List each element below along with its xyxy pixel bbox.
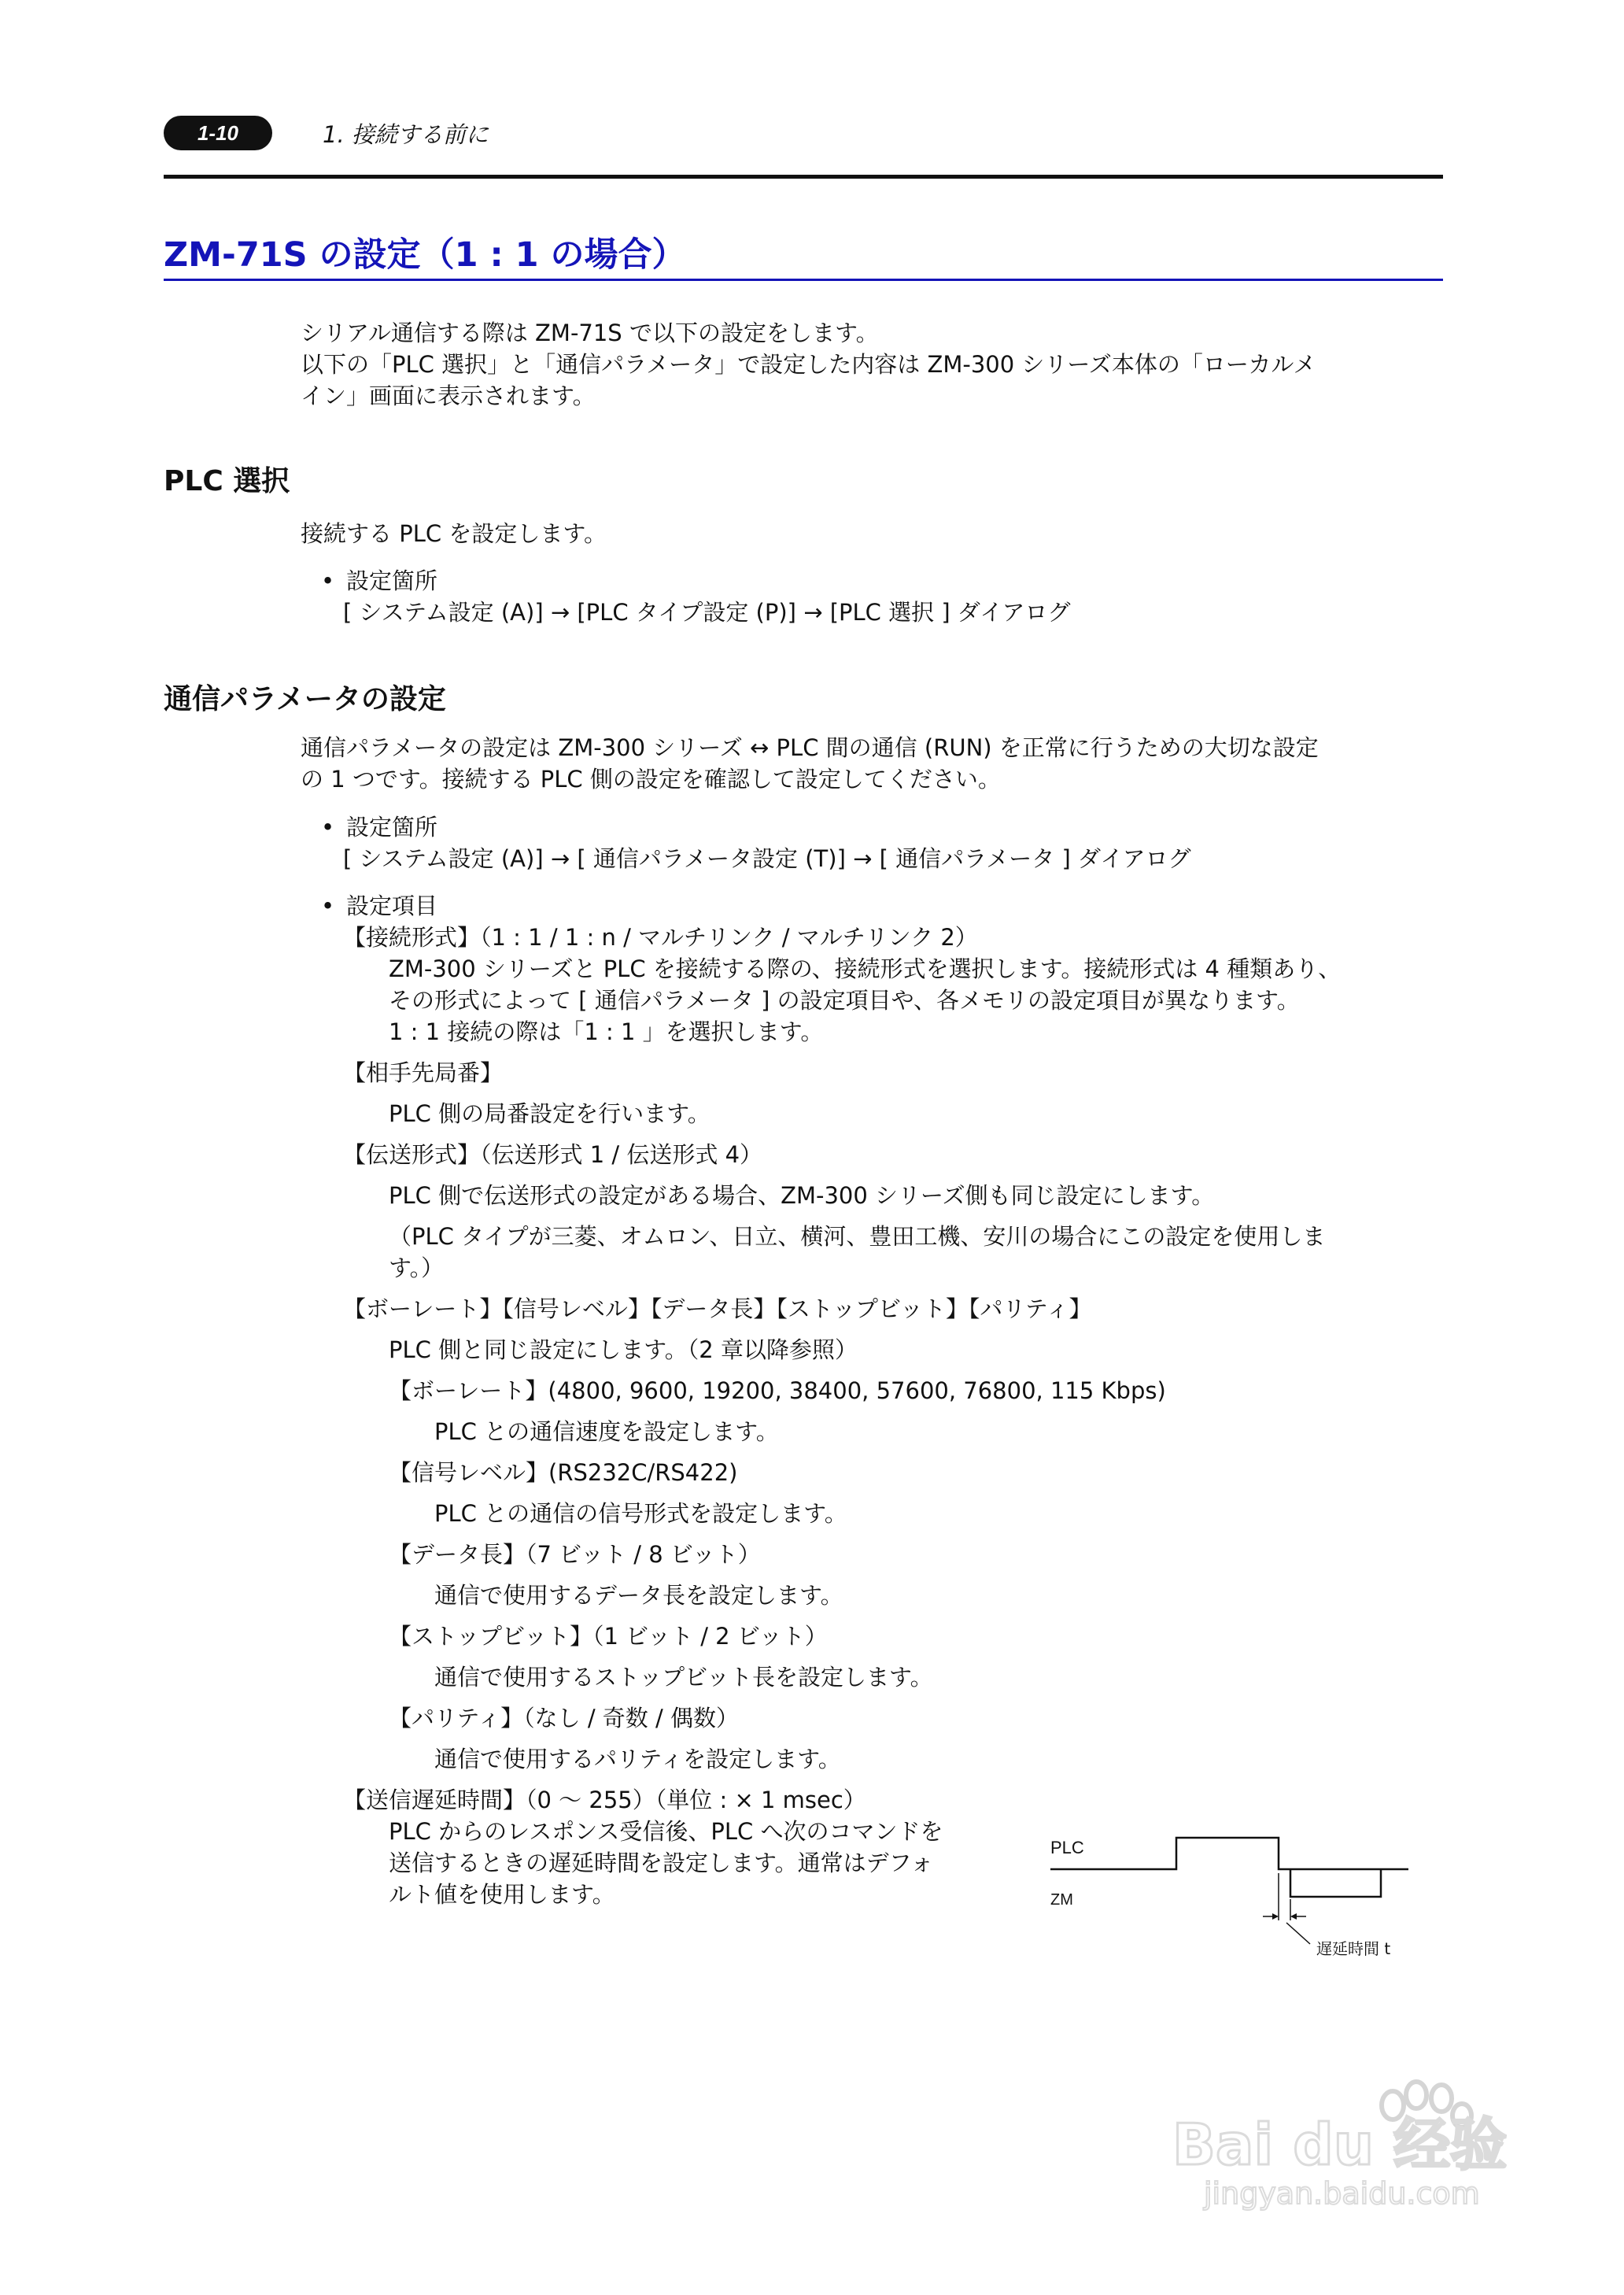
timing-zm-label: ZM (1050, 1891, 1073, 1909)
intro-line-3: イン」画面に表示されます。 (301, 382, 596, 409)
signal-level-line-1: PLC との通信の信号形式を設定します。 (434, 1500, 847, 1527)
station-number-label: 【相手先局番】 (343, 1059, 504, 1086)
comm-params-desc-2: の 1 つです。接続する PLC 側の設定を確認して設定してください。 (301, 766, 1001, 793)
transmission-format-line-2: （PLC タイプが三菱、オムロン、日立、横河、豊田工機、安川の場合にこの設定を使用しま (389, 1223, 1326, 1250)
comm-items-label: • 設定項目 (346, 890, 437, 922)
delay-arrowhead-left (1272, 1913, 1279, 1920)
delay-label: 遅延時間 t (1316, 1939, 1391, 1958)
parity-line-1: 通信で使用するパリティを設定します。 (434, 1746, 841, 1772)
connection-format-line-1: ZM-300 シリーズと PLC を接続する際の、接続形式を選択します。接続形式は 4 種類あり、 (389, 955, 1342, 982)
connection-format-label: 【接続形式】（1 : 1 / 1 : n / マルチリンク / マルチリンク 2） (343, 924, 978, 951)
baidu-url: jingyan.baidu.com (1204, 2176, 1480, 2211)
intro-line-2: 以下の「PLC 選択」と「通信パラメータ」で設定した内容は ZM-300 シリーズ本体の「ローカルメ (301, 351, 1316, 378)
serial-group-label: 【ボーレート】【信号レベル】【データ長】【ストップビット】【パリティ】 (343, 1295, 1092, 1322)
station-number-line-1: PLC 側の局番設定を行います。 (389, 1100, 710, 1127)
header-rule (164, 175, 1443, 179)
timing-diagram (1050, 1830, 1428, 1964)
serial-group-line-1: PLC 側と同じ設定にします。（2 章以降参照） (389, 1336, 858, 1363)
intro-line-1: シリアル通信する際は ZM-71S で以下の設定をします。 (301, 320, 879, 346)
data-length-label: 【データ長】（7 ビット / 8 ビット） (389, 1541, 761, 1568)
plc-select-location-label: • 設定箇所 (346, 565, 437, 597)
section-rule (164, 279, 1443, 281)
baidu-watermark (1157, 2078, 1621, 2212)
data-length-line-1: 通信で使用するデータ長を設定します。 (434, 1582, 843, 1609)
stop-bit-line-1: 通信で使用するストップビット長を設定します。 (434, 1664, 933, 1691)
send-delay-line-3: ルト値を使用します。 (389, 1881, 615, 1908)
parity-label: 【パリティ】（なし / 奇数 / 偶数） (389, 1705, 740, 1731)
plc-select-heading: PLC 選択 (164, 465, 290, 497)
connection-format-line-2: その形式によって [ 通信パラメータ ] の設定項目や、各メモリの設定項目が異なります。 (389, 987, 1300, 1014)
stop-bit-label: 【ストップビット】（1 ビット / 2 ビット） (389, 1623, 828, 1650)
comm-params-heading: 通信パラメータの設定 (164, 683, 446, 715)
plc-waveform (1050, 1838, 1408, 1869)
zm-waveform (1290, 1869, 1381, 1897)
section-title: ZM-71S の設定（1 : 1 の場合） (164, 235, 686, 275)
comm-location-path: [ システム設定 (A)] → [ 通信パラメータ設定 (T)] → [ 通信パラメータ ] ダイアログ (343, 845, 1191, 872)
baidu-logo-text: Bai du 经验 (1172, 2112, 1508, 2178)
chapter-title: 1. 接続する前に (323, 121, 489, 148)
transmission-format-line-1: PLC 側で伝送形式の設定がある場合、ZM-300 シリーズ側も同じ設定にします。 (389, 1182, 1215, 1209)
transmission-format-line-3: す。） (389, 1255, 445, 1281)
plc-select-desc: 接続する PLC を設定します。 (301, 520, 607, 547)
connection-format-line-3: 1 : 1 接続の際は「1 : 1 」を選択します。 (389, 1018, 824, 1045)
send-delay-line-2: 送信するときの遅延時間を設定します。通常はデフォ (389, 1850, 934, 1876)
signal-level-label: 【信号レベル】(RS232C/RS422) (389, 1459, 738, 1486)
send-delay-label: 【送信遅延時間】（0 ～ 255）（単位 : × 1 msec） (343, 1787, 866, 1813)
timing-plc-label: PLC (1050, 1838, 1084, 1857)
comm-params-desc-1: 通信パラメータの設定は ZM-300 シリーズ ↔ PLC 間の通信 (RUN) を正常に行うための大切な設定 (301, 734, 1319, 761)
delay-arrowhead-right (1290, 1913, 1297, 1920)
baud-rate-line-1: PLC との通信速度を設定します。 (434, 1418, 779, 1445)
plc-select-location-path: [ システム設定 (A)] → [PLC タイプ設定 (P)] → [PLC 選択 ] ダイアログ (343, 599, 1071, 626)
delay-leader-line (1286, 1923, 1310, 1944)
send-delay-line-1: PLC からのレスポンス受信後、PLC へ次のコマンドを (389, 1818, 943, 1845)
transmission-format-label: 【伝送形式】（伝送形式 1 / 伝送形式 4） (343, 1141, 763, 1168)
comm-location-label: • 設定箇所 (346, 811, 437, 843)
baud-rate-label: 【ボーレート】(4800, 9600, 19200, 38400, 57600, 76800, 115 Kbps) (389, 1377, 1166, 1404)
page-number-badge: 1-10 (164, 116, 272, 150)
